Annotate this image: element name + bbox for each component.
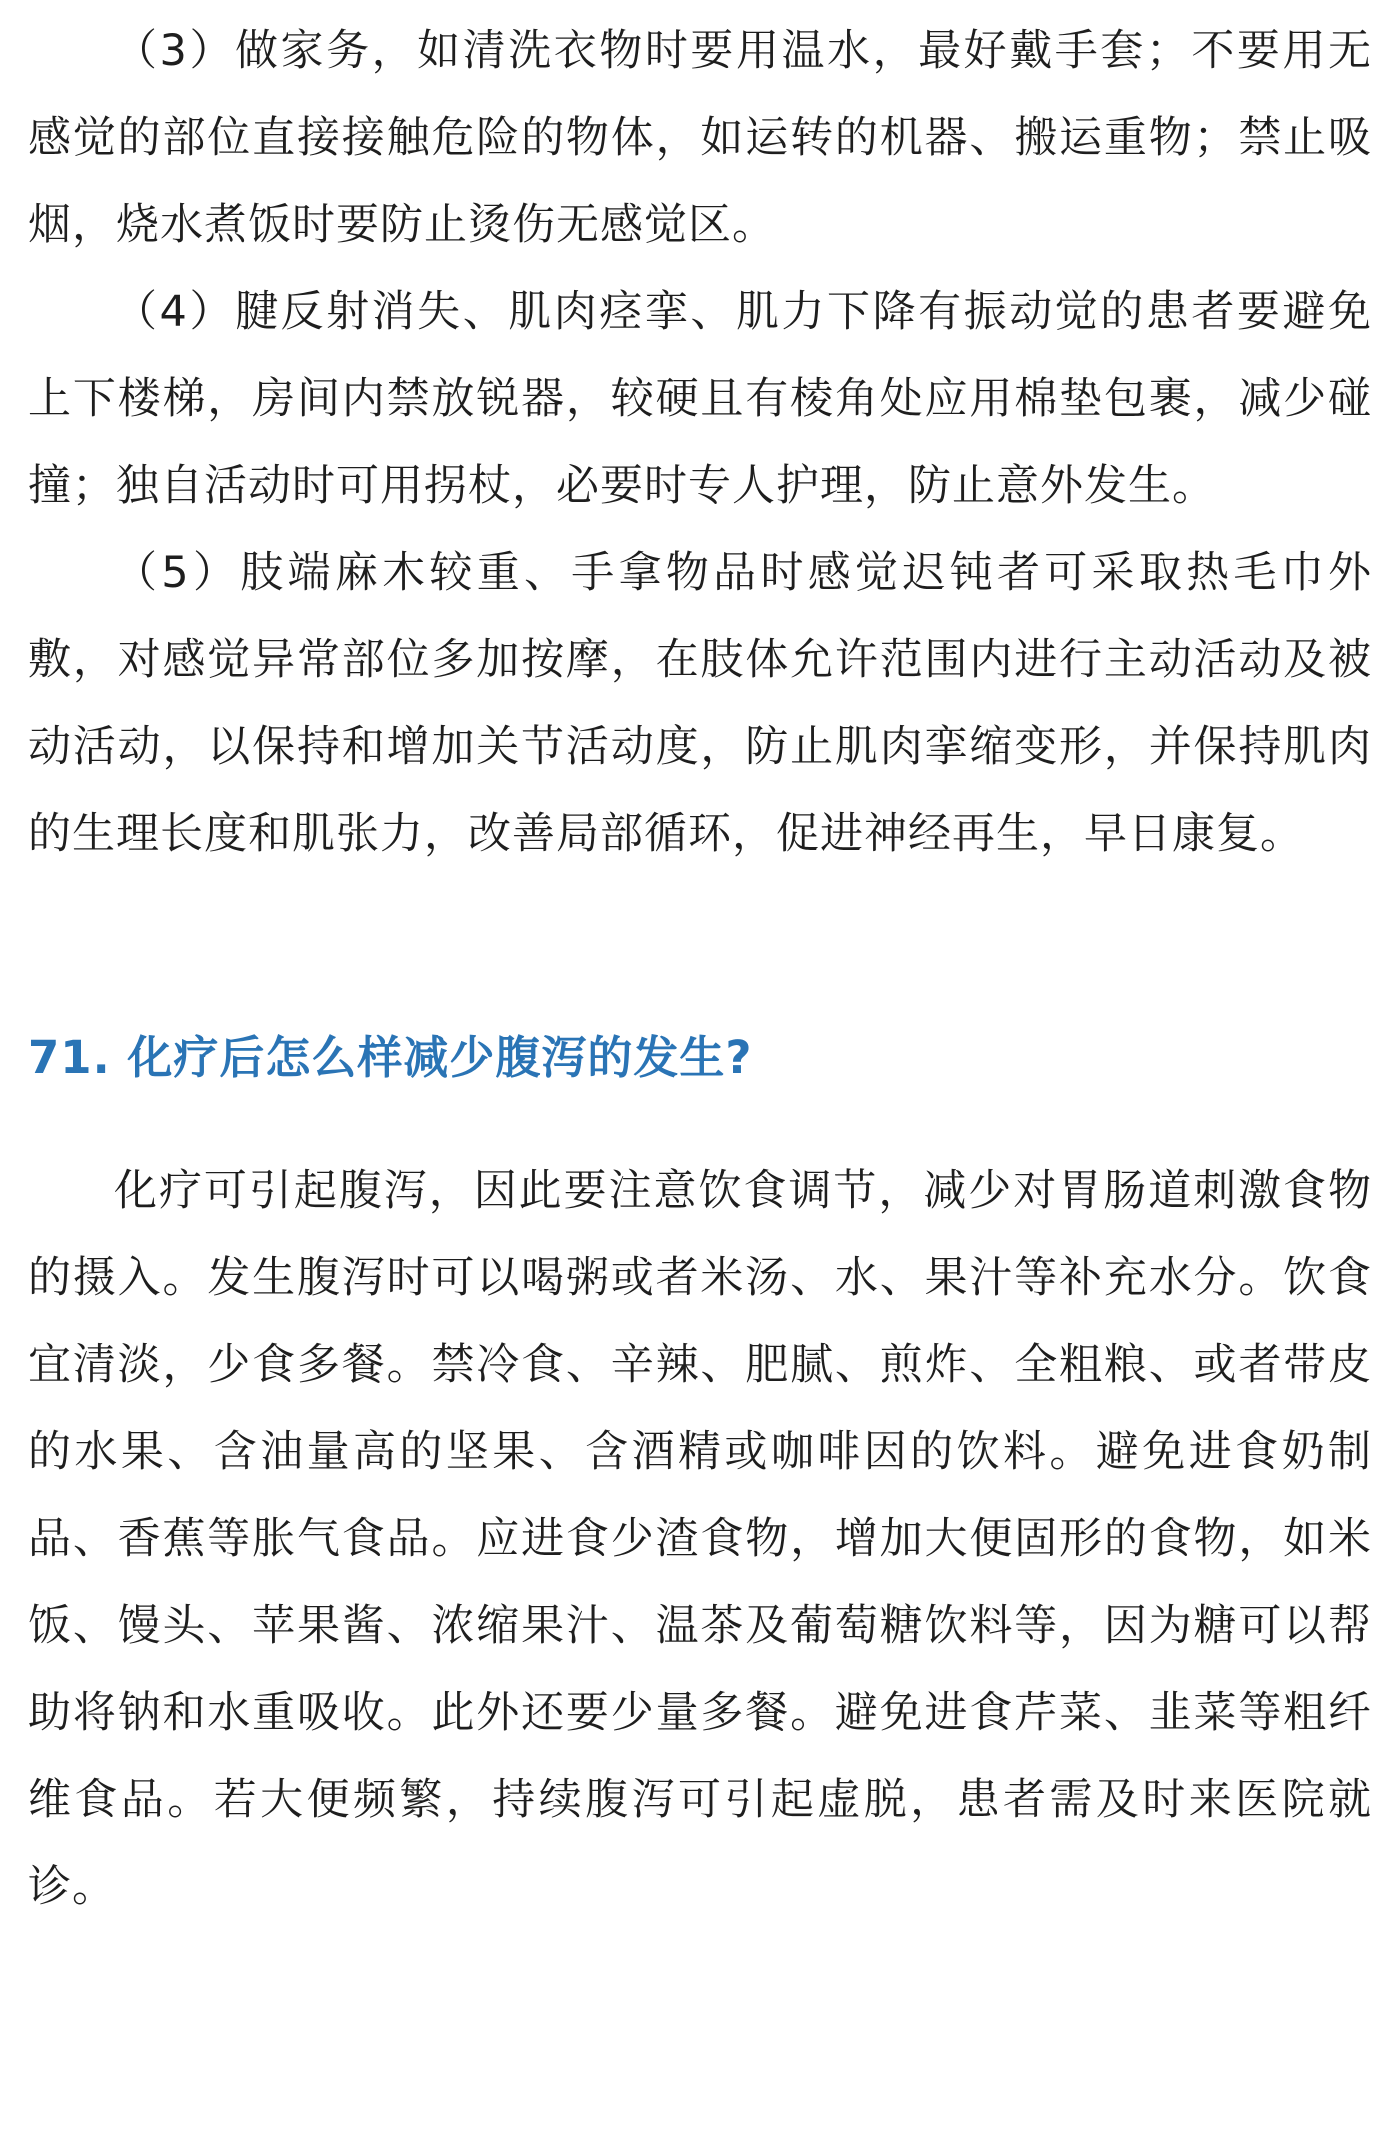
paragraph-item-3: （3）做家务，如清洗衣物时要用温水，最好戴手套；不要用无感觉的部位直接接触危险的物体，如运转的机器、搬运重物；禁止吸烟，烧水煮饭时要防止烫伤无感觉区。 (28, 26, 1372, 250)
section-body-paragraph: 化疗可引起腹泻，因此要注意饮食调节，减少对胃肠道刺激食物的摄入。发生腹泻时可以喝粥或者米汤、水、果汁等补充水分。饮食宜清淡，少食多餐。禁冷食、辛辣、肥腻、煎炸、全粗粮、或者带皮的水果、含油量高的坚果、含酒精或咖啡因的饮料。避免进食奶制品、香蕉等胀气食品。应进食少渣食物，增加大便固形的食物，如米饭、馒头、苹果酱、浓缩果汁、温茶及葡萄糖饮料等，因为糖可以帮助将钠和水重吸收。此外还要少量多餐。避免进食芹菜、韭菜等粗纤维食品。若大便频繁，持续腹泻可引起虚脱，患者需及时来医院就诊。 (28, 1166, 1372, 1912)
section-heading: 71. 化疗后怎么样减少腹泻的发生? (28, 1031, 753, 1084)
paragraph-item-4: （4）腱反射消失、肌肉痉挛、肌力下降有振动觉的患者要避免上下楼梯，房间内禁放锐器，较硬且有棱角处应用棉垫包裹，减少碰撞；独自活动时可用拐杖，必要时专人护理，防止意外发生。 (28, 287, 1372, 511)
paragraph-item-5: （5）肢端麻木较重、手拿物品时感觉迟钝者可采取热毛巾外敷，对感觉异常部位多加按摩，在肢体允许范围内进行主动活动及被动活动，以保持和增加关节活动度，防止肌肉挛缩变形，并保持肌肉的生理长度和肌张力，改善局部循环，促进神经再生，早日康复。 (28, 548, 1372, 859)
